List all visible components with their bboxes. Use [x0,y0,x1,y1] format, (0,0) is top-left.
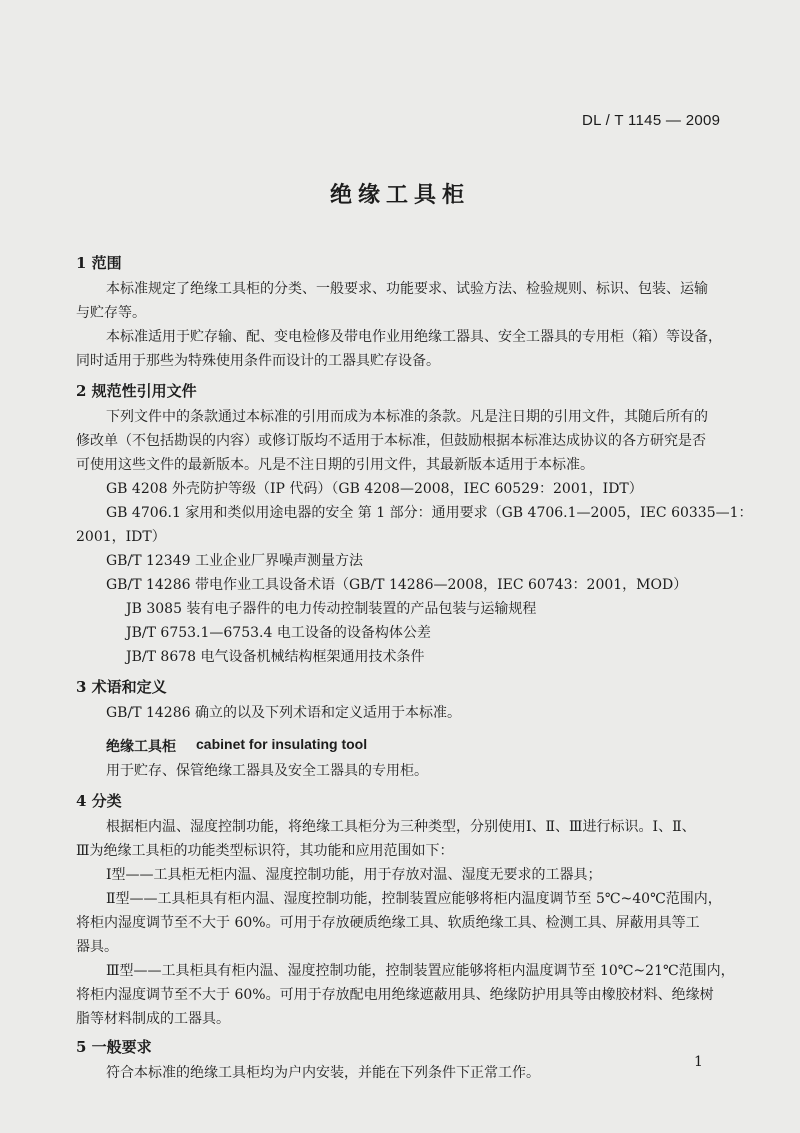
paragraph-line: 本标准适用于贮存输、配、变电检修及带电作业用绝缘工器具、安全工器具的专用柜（箱）等设备， [106,329,722,345]
reference-item: GB/T 14286 带电作业工具设备术语（GB/T 14286—2008，IEC 60743：2001，MOD） [106,577,688,593]
type-description: Ⅲ型——工具柜具有柜内温、湿度控制功能，控制装置应能够将柜内温度调节至 10℃~21℃范围内， [106,963,735,979]
section-heading-terms: 3 术语和定义 [76,678,167,696]
reference-item-continuation: 2001，IDT） [76,529,166,545]
term-definition: 用于贮存、保管绝缘工器具及安全工器具的专用柜。 [106,763,428,779]
reference-item: JB/T 8678 电气设备机械结构框架通用技术条件 [126,649,425,665]
page-number: 1 [694,1054,703,1070]
term-chinese: 绝缘工具柜 [106,739,176,755]
type-description: 将柜内湿度调节至不大于 60%。可用于存放配电用绝缘遮蔽用具、绝缘防护用具等由橡胶材料、绝缘树 [76,987,714,1003]
type-description: 脂等材料制成的工器具。 [76,1011,230,1027]
paragraph-line: 根据柜内温、湿度控制功能，将绝缘工具柜分为三种类型，分别使用Ⅰ、Ⅱ、Ⅲ进行标识。Ⅰ、Ⅱ、 [106,819,696,835]
section-heading-classification: 4 分类 [76,792,122,810]
page-title: 绝缘工具柜 [329,182,470,208]
type-description: Ⅱ型——工具柜具有柜内温、湿度控制功能，控制装置应能够将柜内温度调节至 5℃~40℃范围内， [106,891,722,907]
reference-item: JB/T 6753.1—6753.4 电工设备的设备构体公差 [126,625,431,641]
term-english: cabinet for insulating tool [196,736,368,752]
section-heading-normative-refs: 2 规范性引用文件 [76,382,197,400]
paragraph-line: 同时适用于那些为特殊使用条件而设计的工器具贮存设备。 [76,353,440,369]
reference-item: GB 4208 外壳防护等级（IP 代码）（GB 4208—2008，IEC 60529：2001，IDT） [106,481,643,497]
reference-item: GB/T 12349 工业企业厂界噪声测量方法 [106,553,363,569]
section-heading-scope: 1 范围 [76,254,122,272]
paragraph-line: 与贮存等。 [76,305,146,321]
paragraph-line: 本标准规定了绝缘工具柜的分类、一般要求、功能要求、试验方法、检验规则、标识、包装、运输 [106,281,708,297]
type-description: Ⅰ型——工具柜无柜内温、湿度控制功能，用于存放对温、湿度无要求的工器具； [106,867,602,883]
paragraph-line: Ⅲ为绝缘工具柜的功能类型标识符，其功能和应用范围如下： [76,843,454,859]
paragraph-line: 可使用这些文件的最新版本。凡是不注日期的引用文件，其最新版本适用于本标准。 [76,457,594,473]
standard-code: DL / T 1145 — 2009 [582,112,721,129]
paragraph-line: 符合本标准的绝缘工具柜均为户内安装，并能在下列条件下正常工作。 [106,1065,540,1081]
section-heading-general-requirements: 5 一般要求 [76,1038,152,1056]
paragraph-line: 修改单（不包括勘误的内容）或修订版均不适用于本标准，但鼓励根据本标准达成协议的各方研究是否 [76,433,706,449]
reference-item: GB 4706.1 家用和类似用途电器的安全 第 1 部分：通用要求（GB 4706.1—2005，IEC 60335—1： [106,505,753,521]
paragraph-line: GB/T 14286 确立的以及下列术语和定义适用于本标准。 [106,705,461,721]
type-description: 器具。 [76,939,118,955]
type-description: 将柜内湿度调节至不大于 60%。可用于存放硬质绝缘工具、软质绝缘工具、检测工具、屏蔽用具等工 [76,915,700,931]
paragraph-line: 下列文件中的条款通过本标准的引用而成为本标准的条款。凡是注日期的引用文件，其随后所有的 [106,409,708,425]
reference-item: JB 3085 装有电子器件的电力传动控制装置的产品包装与运输规程 [126,601,537,617]
